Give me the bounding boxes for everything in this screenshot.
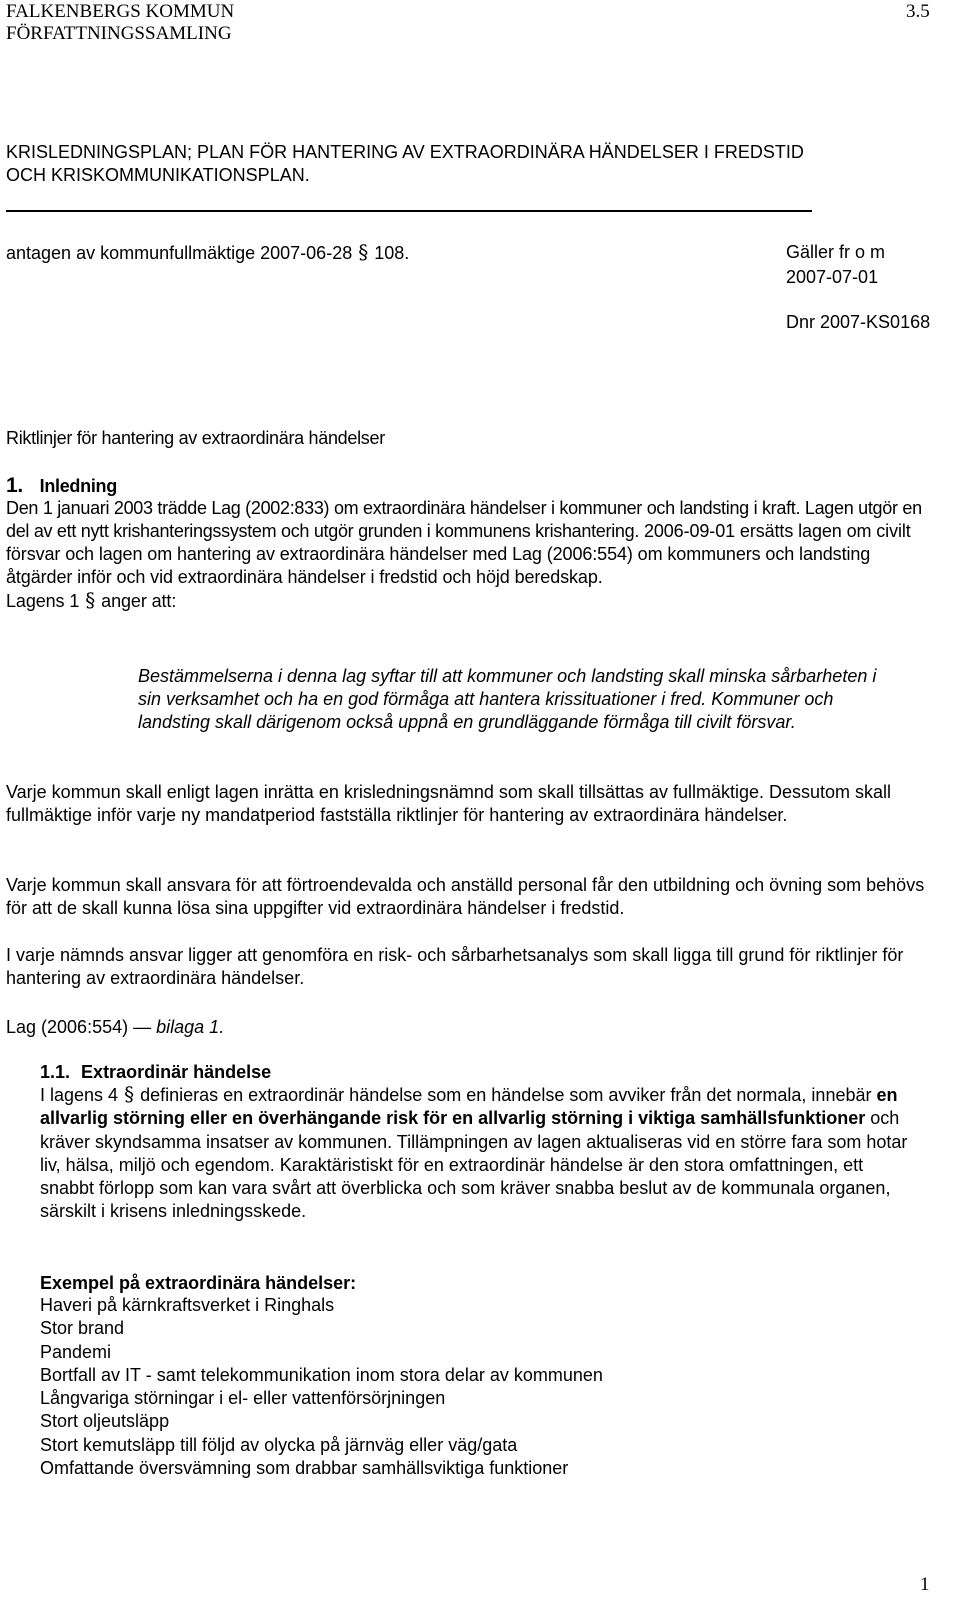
section1-number: 1. [6,474,23,497]
p-pre: I lagens 4 [40,1085,119,1105]
section1-paragraph-4: I varje nämnds ansvar ligger att genomföra en risk- och sårbarhetsanalys som skall ligga till grund för riktlinjer för hantering av extraordinära händelser. [6,945,904,988]
section1-paragraph-2: Varje kommun skall enligt lagen inrätta en krisledningsnämnd som skall tillsättas av fullmäktige. Dessutom skall fullmäktige inför varje ny mandatperiod fastställa riktlinjer för hantering av extraordinära händelser. [6,782,892,825]
list-item: Haveri på kärnkraftsverket i Ringhals [40,1295,335,1315]
law-dash: — [133,1017,152,1037]
section1-1-heading [40,1060,271,1084]
section1-para1-cont: 2006-09-01 ersätts lagen om civilt försvar och lagen om hantering av extraordinära händelser med Lag (2006:554) om kommuners och landsting åtgärder inför och vid extraordinära händelser i fredstid och höjd beredskap. [6,521,911,587]
law-ref: Lag (2006:554) [6,1017,129,1037]
dnr: Dnr 2007-KS0168 [786,312,931,332]
list-item: Stor brand [40,1318,125,1339]
header-collection: FÖRFATTNINGSSAMLING [6,23,232,44]
list-item: Stort kemutsläpp till följd av olycka på järnväg eller väg/gata [40,1434,518,1455]
lagens-pre: Lagens 1 [6,591,80,611]
list-item: Pandemi [40,1341,112,1362]
valid-from-date: 2007-07-01 [786,267,879,287]
guidelines-heading: Riktlinjer för hantering av extraordinära händelser [6,428,385,448]
list-item: Bortfall av IT - samt telekommunikation inom stora delar av kommunen [40,1364,603,1385]
section-symbol: § [124,1082,135,1106]
examples-heading: Exempel på extraordinära händelser: [40,1273,357,1293]
document-title-line1: KRISLEDNINGSPLAN; PLAN FÖR HANTERING AV EXTRAORDINÄRA HÄNDELSER I FREDSTID [6,142,804,162]
valid-from-label: Gäller fr o m [786,242,886,262]
list-item: Långvariga störningar i el- eller vattenförsörjningen [40,1388,446,1409]
section1-1-number: 1.1. [40,1062,71,1082]
p-post: definieras en extraordinär händelse som en händelse som avviker från det normala, innebär [140,1085,872,1105]
section-symbol: § [85,588,96,612]
section1-para1: Den 1 januari 2003 trädde Lag (2002:833) om extraordinära händelser i kommuner och landsting i kraft. Lagen utgör en del av ett nytt krishanteringssystem och utgör grunden i kommunens krishantering. [6,498,922,541]
p-rest: och kräver skyndsamma insatser av kommunen. Tillämpningen av lagen aktualiseras vid en större fara som hotar liv, hälsa, miljö och egendom. Karaktäristiskt för en extraordinär händelse är den stora omfattningen, ett snabbt förlopp som kan vara svårt att överblicka och som kräver snabba beslut av de kommunala organen, särskilt i krisens inledningsskede. [40,1108,908,1222]
section-symbol: § [358,240,369,264]
section1-heading [6,474,117,498]
section1-1-title: Extraordinär händelse [81,1062,272,1082]
adoption-line [6,240,409,265]
law-appendix: bilaga 1. [156,1017,225,1037]
p-bold: en allvarlig störning eller en överhängande risk för en allvarlig störning i viktiga samhällsfunktioner [40,1085,898,1129]
section-number: 3.5 [906,1,930,22]
section1-paragraph-1 [6,497,936,613]
header-org: FALKENBERGS KOMMUN [6,1,235,22]
lagens-post: anger att: [101,591,177,611]
list-item: Stort oljeutsläpp [40,1411,170,1432]
law-reference [6,1015,224,1039]
document-title-line2: OCH KRISKOMMUNIKATIONSPLAN. [6,165,310,185]
adoption-paragraph: 108. [374,243,410,263]
examples-list [40,1294,920,1480]
section1-1-paragraph [40,1083,920,1224]
section1-paragraph-3: Varje kommun skall ansvara för att förtroendevalda och anställd personal får den utbildning och övning som behövs för att de skall kunna lösa sina uppgifter vid extraordinära händelser i fredstid. [6,875,925,918]
adoption-text: antagen av kommunfullmäktige 2007-06-28 [6,243,353,263]
law-quote: Bestämmelserna i denna lag syftar till att kommuner och landsting skall minska sårbarheten i sin verksamhet och ha en god förmåga att hantera krissituationer i fred. Kommuner och landsting skall därigenom också uppnå en grundläggande förmåga till civilt försvar. [138,666,877,732]
section1-title: Inledning [39,476,117,496]
list-item: Omfattande översvämning som drabbar samhällsviktiga funktioner [40,1458,569,1479]
title-divider [6,210,812,212]
page-number: 1 [920,1574,930,1595]
